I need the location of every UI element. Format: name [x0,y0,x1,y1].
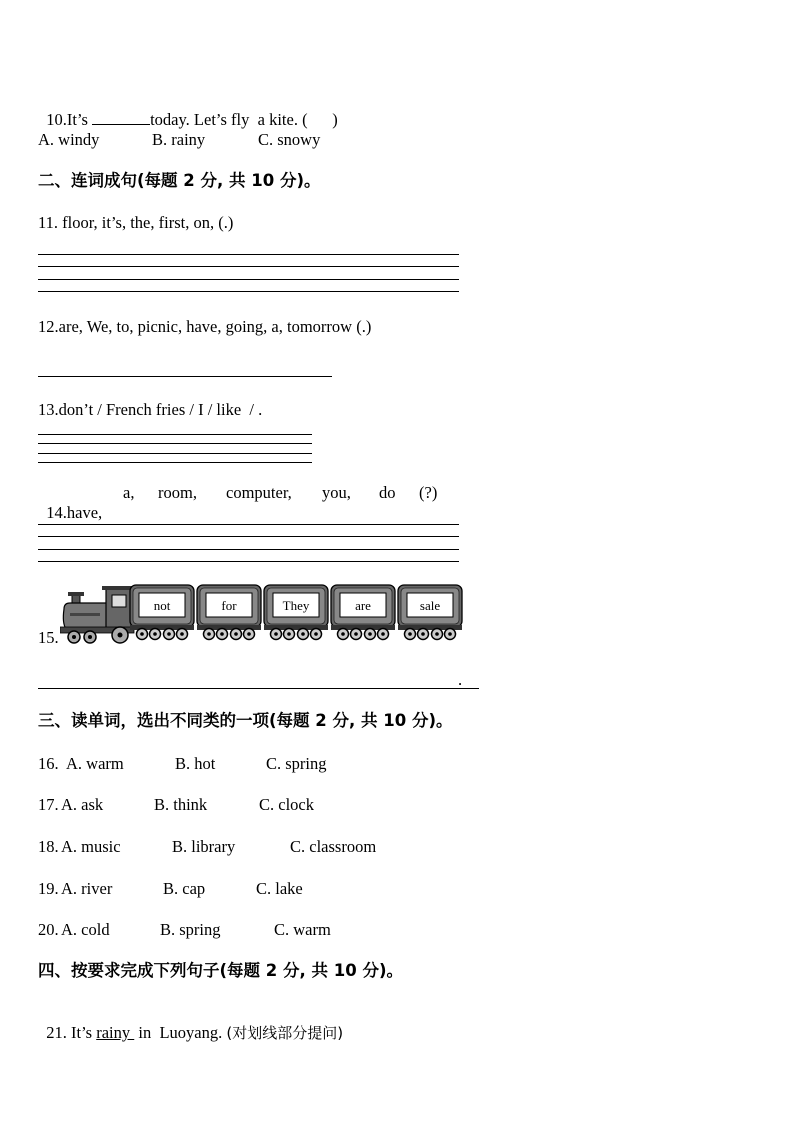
q15-number: 15. [38,628,59,647]
q10-suffix: today. Let’s fly a kite. ( ) [150,110,338,129]
q20-option-c: C. warm [274,920,331,939]
train-illustration [60,583,470,647]
wagon-word: sale [419,598,441,613]
q16-option-c: C. spring [266,754,327,773]
q20-number: 20. [38,920,59,939]
q10-option-a: A. windy [38,130,100,149]
section-2-heading: 二、连词成句(每题 2 分, 共 10 分)。 [38,171,321,190]
wagon [331,585,395,640]
wagon [398,585,462,640]
q10-option-c: C. snowy [258,130,321,149]
q11-answer-line-3[interactable] [38,279,459,280]
q13-prompt: 13.don’t / French fries / I / like / . [38,400,263,419]
q10-line [38,88,338,130]
q14-number: 14. [46,503,67,522]
q17-option-c: C. clock [259,795,314,814]
q11-answer-line-1[interactable] [38,254,459,255]
q14-word: you, [322,483,351,502]
q13-answer-line-3[interactable] [38,453,312,454]
q21-line [38,1003,343,1043]
wagon [130,585,194,640]
q10-prefix: It’s [66,110,93,129]
q16-option-a: A. warm [66,754,124,773]
wagon-word: for [221,598,237,613]
wagon-group [130,585,462,640]
wagon [264,585,328,640]
q14-word: have, [66,503,103,522]
q18-option-b: B. library [172,837,236,856]
q11-answer-line-2[interactable] [38,266,459,267]
q14-word: do [379,483,396,502]
q12-answer-line[interactable] [38,376,332,377]
q17-number: 17. [38,795,59,814]
wagon [197,585,261,640]
q20-option-a: A. cold [61,920,110,939]
q21-underlined-word: rainy [96,1023,135,1042]
q15-period: . [458,670,463,689]
q18-number: 18. [38,837,59,856]
q14-word: room, [158,483,197,502]
q14-word: a, [123,483,135,502]
q10-option-b: B. rainy [152,130,206,149]
q21-prefix: 21. It’s [46,1023,97,1042]
q20-option-b: B. spring [160,920,221,939]
q21-suffix: in Luoyang. [134,1023,227,1042]
q14-word: (?) [419,483,438,502]
q12-prompt: 12.are, We, to, picnic, have, going, a, tomorrow (.) [38,317,372,336]
wagon-word: are [355,598,371,613]
q13-answer-line-4[interactable] [38,462,312,463]
q13-answer-line-2[interactable] [38,443,312,444]
wagon-word: They [282,598,310,613]
q19-option-c: C. lake [256,879,303,898]
q14-answer-line-4[interactable] [38,561,459,562]
q14-answer-line-2[interactable] [38,536,459,537]
locomotive-icon [60,586,136,643]
q18-option-c: C. classroom [290,837,377,856]
q14-answer-line-3[interactable] [38,549,459,550]
q16-option-b: B. hot [175,754,216,773]
q17-option-a: A. ask [61,795,104,814]
section-4-heading: 四、按要求完成下列句子(每题 2 分, 共 10 分)。 [38,961,404,980]
section-3-heading: 三、读单词，选出不同类的一项(每题 2 分, 共 10 分)。 [38,711,453,730]
q21-instruction: (对划线部分提问) [226,1024,344,1042]
q14-prompt [38,483,102,523]
q18-option-a: A. music [61,837,121,856]
q14-answer-line-1[interactable] [38,524,459,525]
q16-number: 16. [38,754,63,773]
q15-answer-line[interactable] [38,688,479,689]
q19-option-a: A. river [61,879,113,898]
q13-answer-line-1[interactable] [38,434,312,435]
q11-prompt: 11. floor, it’s, the, first, on, (.) [38,213,234,232]
q19-number: 19. [38,879,59,898]
wagon-word: not [153,598,171,613]
q14-word: computer, [226,483,292,502]
q17-option-b: B. think [154,795,208,814]
q11-answer-line-4[interactable] [38,291,459,292]
q10-number: 10. [46,110,67,129]
q10-blank[interactable] [92,108,150,125]
q19-option-b: B. cap [163,879,206,898]
